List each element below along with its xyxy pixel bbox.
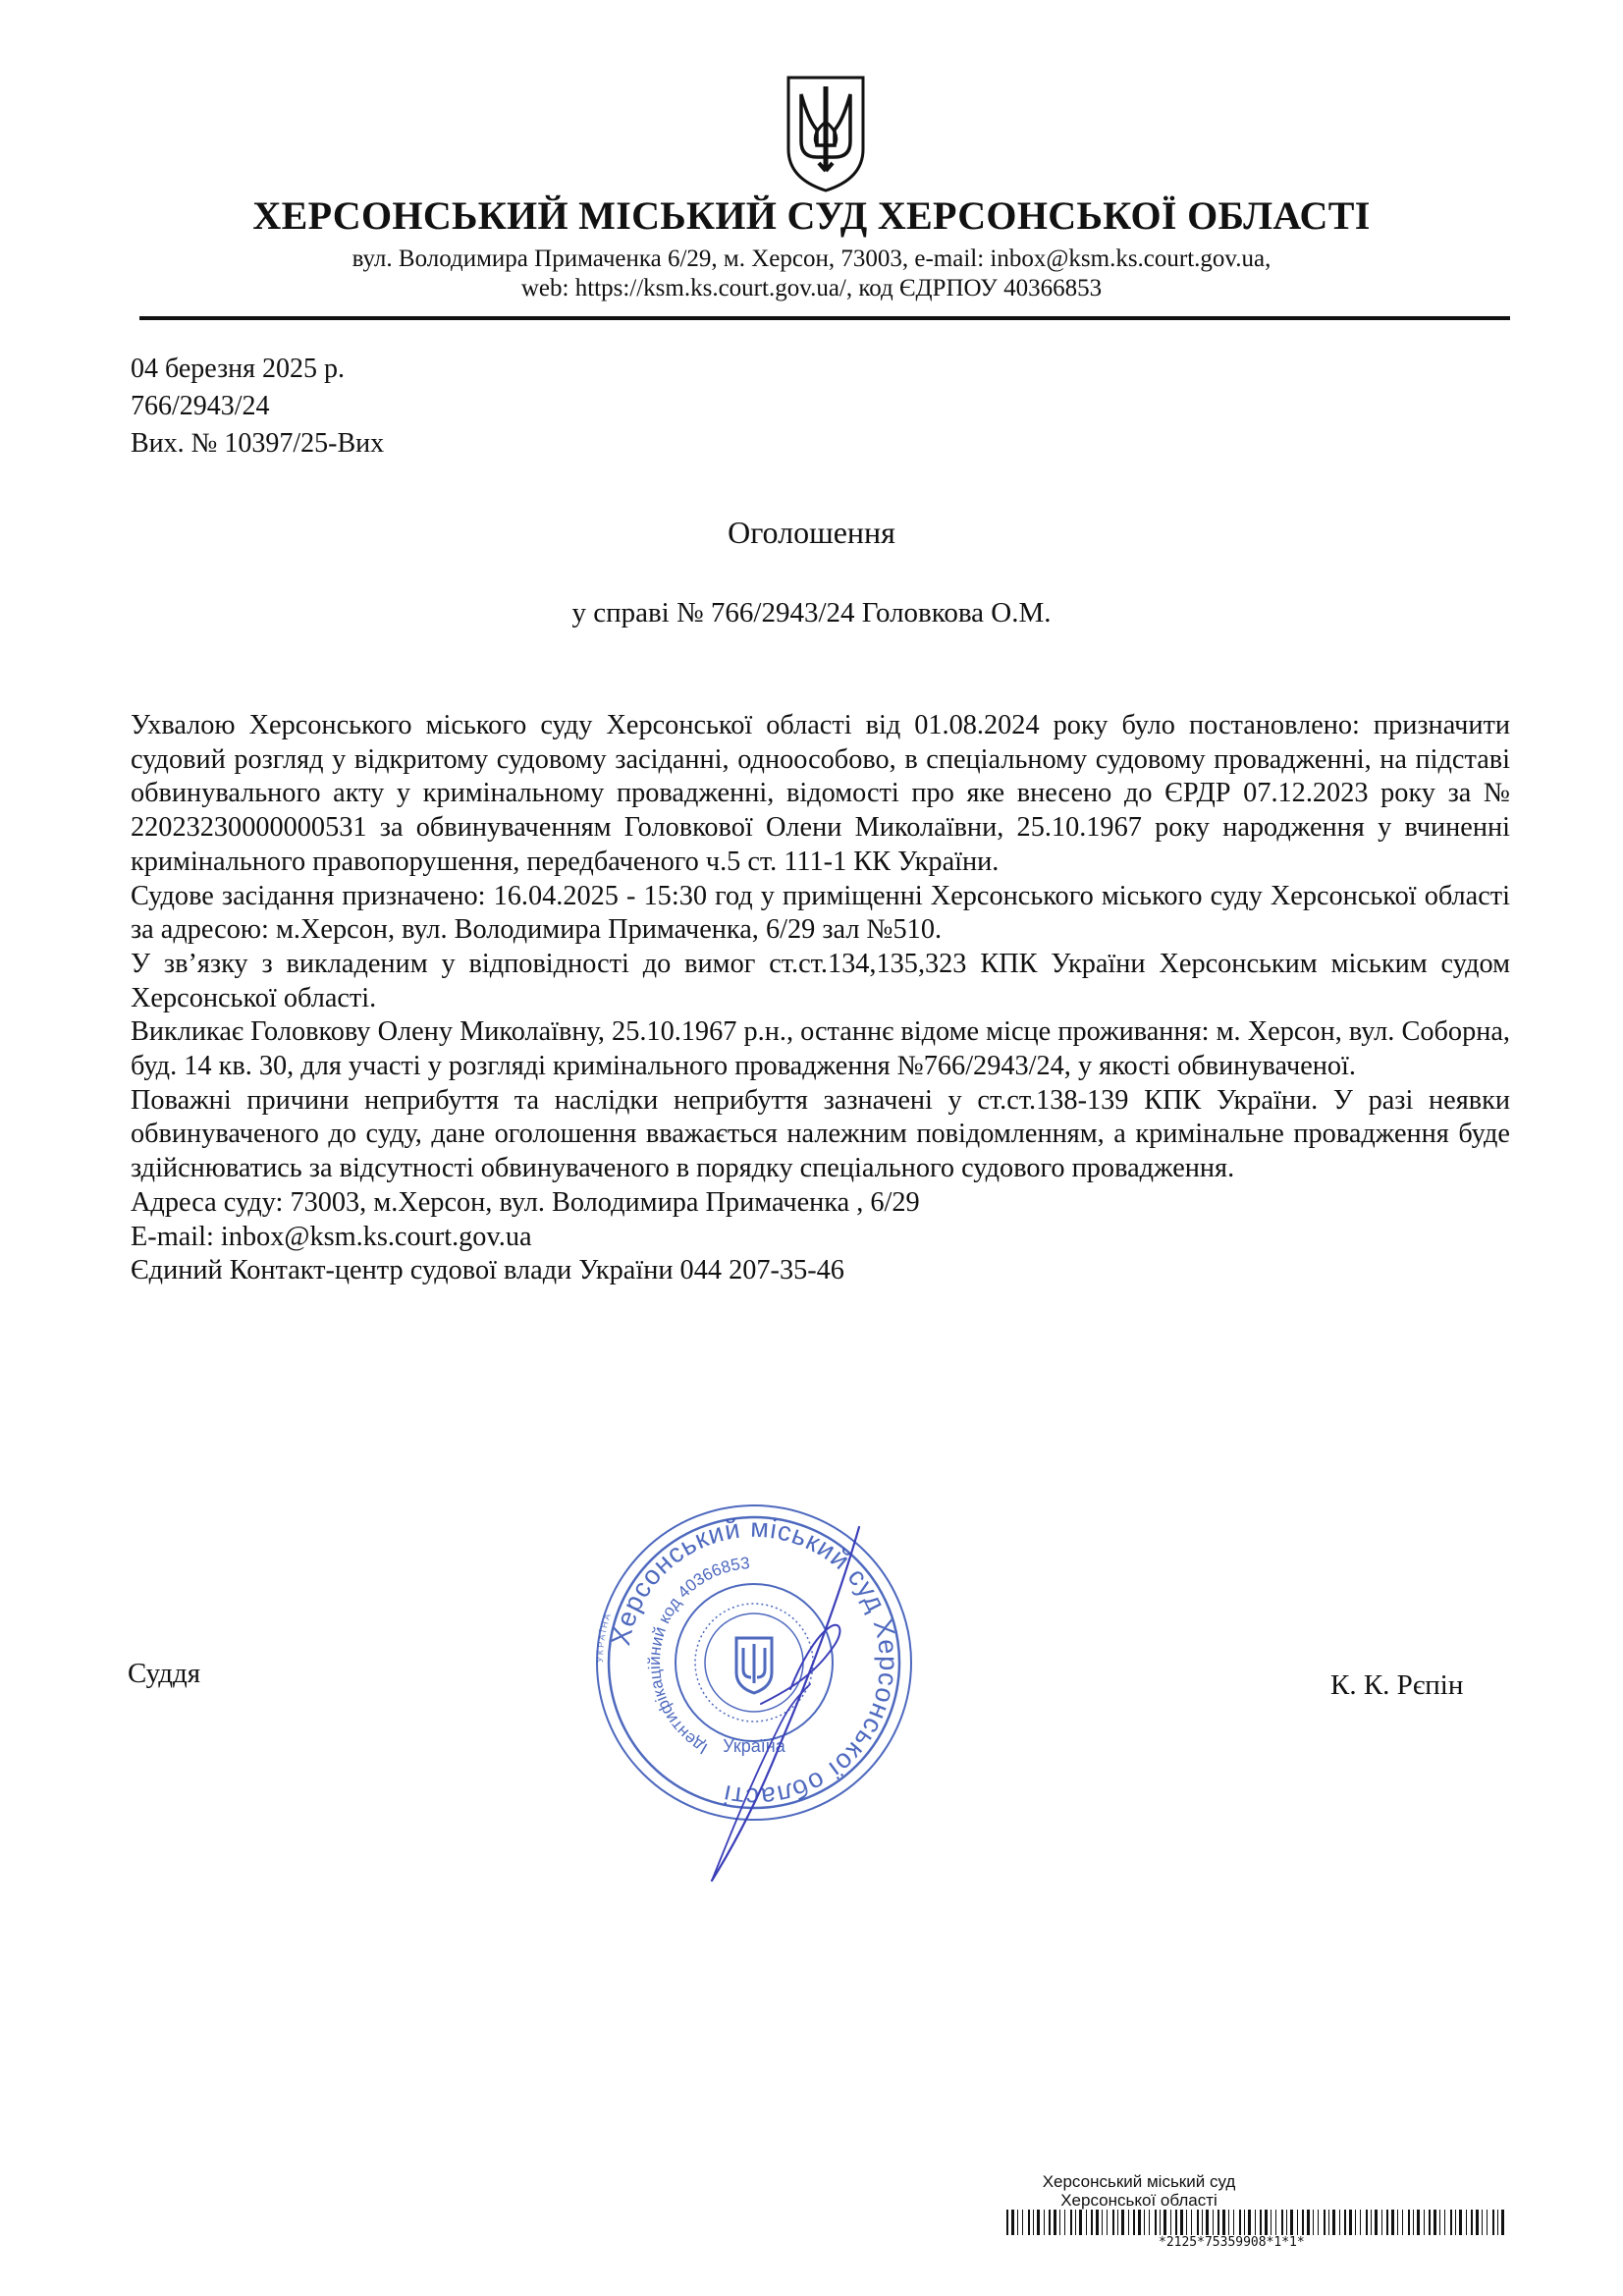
stamp-outer-text: Херсонський міський суд Херсонської області	[606, 1512, 904, 1813]
barcode	[1006, 2210, 1507, 2235]
body-paragraph: Поважні причини неприбуття та наслідки неприбуття зазначені у ст.ст.138-139 КПК України. У разі неявки обвинуваченого до суду, дане оголошення вважається належним повідомленням, а кримінальне провадження буде здійснюватись за відсутності обвинуваченого в порядку спеціального судового провадження.	[131, 1084, 1510, 1184]
court-email: E-mail: inbox@ksm.ks.court.gov.ua	[131, 1221, 532, 1252]
case-number: 766/2943/24	[131, 391, 270, 421]
trident-coat-of-arms-icon	[784, 73, 868, 194]
court-address-line: вул. Володимира Примаченка 6/29, м. Херсон, 73003, e-mail: inbox@ksm.ks.court.gov.ua,	[352, 246, 1271, 272]
body-paragraph: Викликає Головкову Олену Миколаївну, 25.10.1967 р.н., останнє відоме місце проживання: м. Херсон, вул. Соборна, буд. 14 кв. 30, для участі у розгляді кримінального провадження №766/2943/24, у якості обвинуваченої.	[131, 1016, 1510, 1082]
stamp-ring-text: УКРАЇНА	[594, 1611, 614, 1664]
stamp-inner-text: Ідентифікаційний код 40366853	[644, 1554, 751, 1759]
announcement-body	[131, 709, 1510, 1288]
judge-label: Суддя	[128, 1658, 201, 1689]
judge-name: К. К. Рєпін	[1330, 1669, 1464, 1701]
header-divider	[139, 316, 1510, 320]
court-name-heading: ХЕРСОНСЬКИЙ МІСЬКИЙ СУД ХЕРСОНСЬКОЇ ОБЛАСТІ	[252, 193, 1371, 238]
footer-court-label	[992, 2172, 1286, 2210]
stamp-country: Україна	[723, 1736, 785, 1756]
court-address: Адреса суду: 73003, м.Херсон, вул. Володимира Примаченка , 6/29	[131, 1186, 920, 1218]
outgoing-number: Вих. № 10397/25-Вих	[131, 428, 385, 459]
barcode-text: *2125*75359908*1*1*	[1159, 2235, 1305, 2250]
footer-court-line: Херсонської області	[1060, 2191, 1217, 2210]
body-paragraph: У зв’язку з викладеним у відповідності до вимог ст.ст.134,135,323 КПК України Херсонським міським судом Херсонської області.	[131, 948, 1510, 1013]
document-date: 04 березня 2025 р.	[131, 354, 345, 384]
body-paragraph: Судове засідання призначено: 16.04.2025 - 15:30 год у приміщенні Херсонського міського суду Херсонської області за адресою: м.Херсон, вул. Володимира Примаченка, 6/29 зал №510.	[131, 880, 1510, 946]
document-title: Оголошення	[728, 515, 895, 550]
document-subtitle: у справі № 766/2943/24 Головкова О.М.	[571, 597, 1052, 629]
judge-signature	[643, 1517, 879, 1890]
body-paragraph: Ухвалою Херсонського міського суду Херсонської області від 01.08.2024 року було постановлено: призначити судовий розгляд у відкритому судовому засіданні, одноособово, в спеціальному судовому провадженні, на підставі обвинувального акту у кримінальному провадженні, відомості про яке внесено до ЄРДР 07.12.2023 року за № 22023230000000531 за обвинуваченням Головкової Олени Миколаївни, 25.10.1967 року народження у вчиненні кримінального правопорушення, передбаченого ч.5 ст. 111-1 КК України.	[131, 710, 1510, 877]
court-web-line: web: https://ksm.ks.court.gov.ua/, код ЄДРПОУ 40366853	[520, 275, 1103, 301]
footer-court-line: Херсонський міський суд	[1042, 2172, 1236, 2191]
contact-center: Єдиний Контакт-центр судової влади України 044 207-35-46	[131, 1255, 844, 1286]
